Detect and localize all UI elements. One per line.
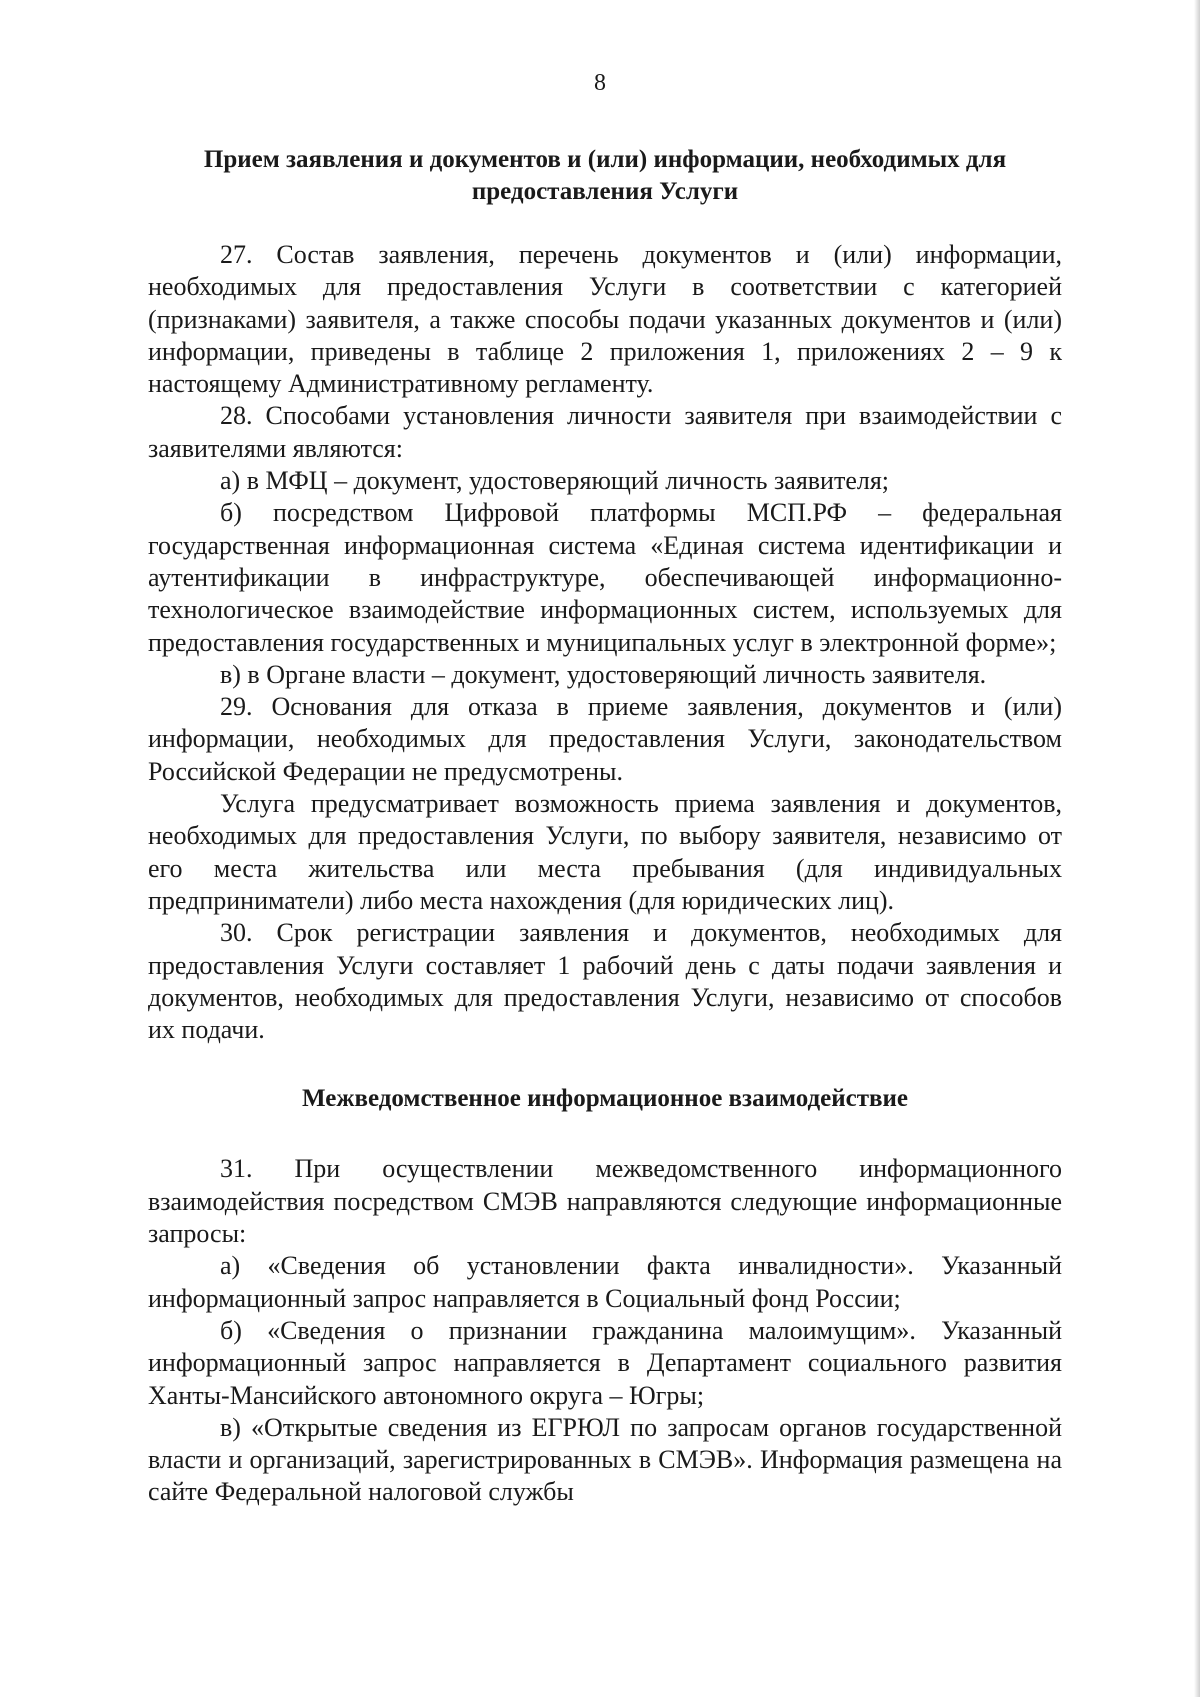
page-number: 8	[594, 70, 606, 96]
paragraph-29-service: Услуга предусматривает возможность приема заявления и документов, необходимых для предоставления Услуги, по выбору заявителя, независимо от его места жительства или места пребывания (для индивидуальных предприниматели) либо места нахождения (для юридических лиц).	[148, 789, 1062, 915]
paragraph-31: 31. При осуществлении межведомственного информационного взаимодействия посредством СМЭВ направляются следующие информационные запросы:	[148, 1154, 1062, 1249]
paragraph-27: 27. Состав заявления, перечень документов и (или) информации, необходимых для предоставления Услуги в соответствии с категорией (признаками) заявителя, а также способы подачи указанных документов и (или) информации, приведены в таблице 2 приложения 1, приложениях 2 – 9 к настоящему Административному регламенту.	[148, 240, 1062, 399]
paragraph-28: 28. Способами установления личности заявителя при взаимодействии с заявителями являются:	[148, 401, 1062, 463]
paragraph-29: 29. Основания для отказа в приеме заявления, документов и (или) информации, необходимых для предоставления Услуги, законодательством Российской Федерации не предусмотрены.	[148, 692, 1062, 786]
paragraph-31-b: б) «Сведения о признании гражданина малоимущим». Указанный информационный запрос направляется в Департамент социального развития Ханты-Мансийского автономного округа – Югры;	[148, 1315, 1062, 1410]
paragraph-31-v: в) «Открытые сведения из ЕГРЮЛ по запросам органов государственной власти и организаций, зарегистрированных в СМЭВ». Информация размещена на сайте Федеральной налоговой службы	[148, 1412, 1062, 1507]
paragraph-30: 30. Срок регистрации заявления и документов, необходимых для предоставления Услуги составляет 1 рабочий день с даты подачи заявления и документов, необходимых для предоставления Услуги, независимо от способов их подачи.	[148, 918, 1062, 1045]
paragraph-28-b: б) посредством Цифровой платформы МСП.РФ – федеральная государственная информационная система «Единая система идентификации и аутентификации в инфраструктуре, обеспечивающей информационно-технологическое взаимодействие информационных систем, используемых для предоставления государственных и муниципальных услуг в электронной форме»;	[148, 498, 1062, 657]
paragraph-28-a: а) в МФЦ – документ, удостоверяющий личность заявителя;	[220, 466, 890, 496]
document-body	[148, 144, 1062, 1509]
paragraph-31-a: а) «Сведения об установлении факта инвалидности». Указанный информационный запрос направляется в Социальный фонд России;	[148, 1251, 1062, 1313]
section-heading-reception: Прием заявления и документов и (или) информации, необходимых для предоставления Услуги	[203, 146, 1007, 205]
scan-edge-shadow	[1194, 0, 1200, 1697]
paragraph-28-v: в) в Органе власти – документ, удостоверяющий личность заявителя.	[220, 659, 987, 689]
section-heading-interagency: Межведомственное информационное взаимодействие	[302, 1085, 908, 1113]
